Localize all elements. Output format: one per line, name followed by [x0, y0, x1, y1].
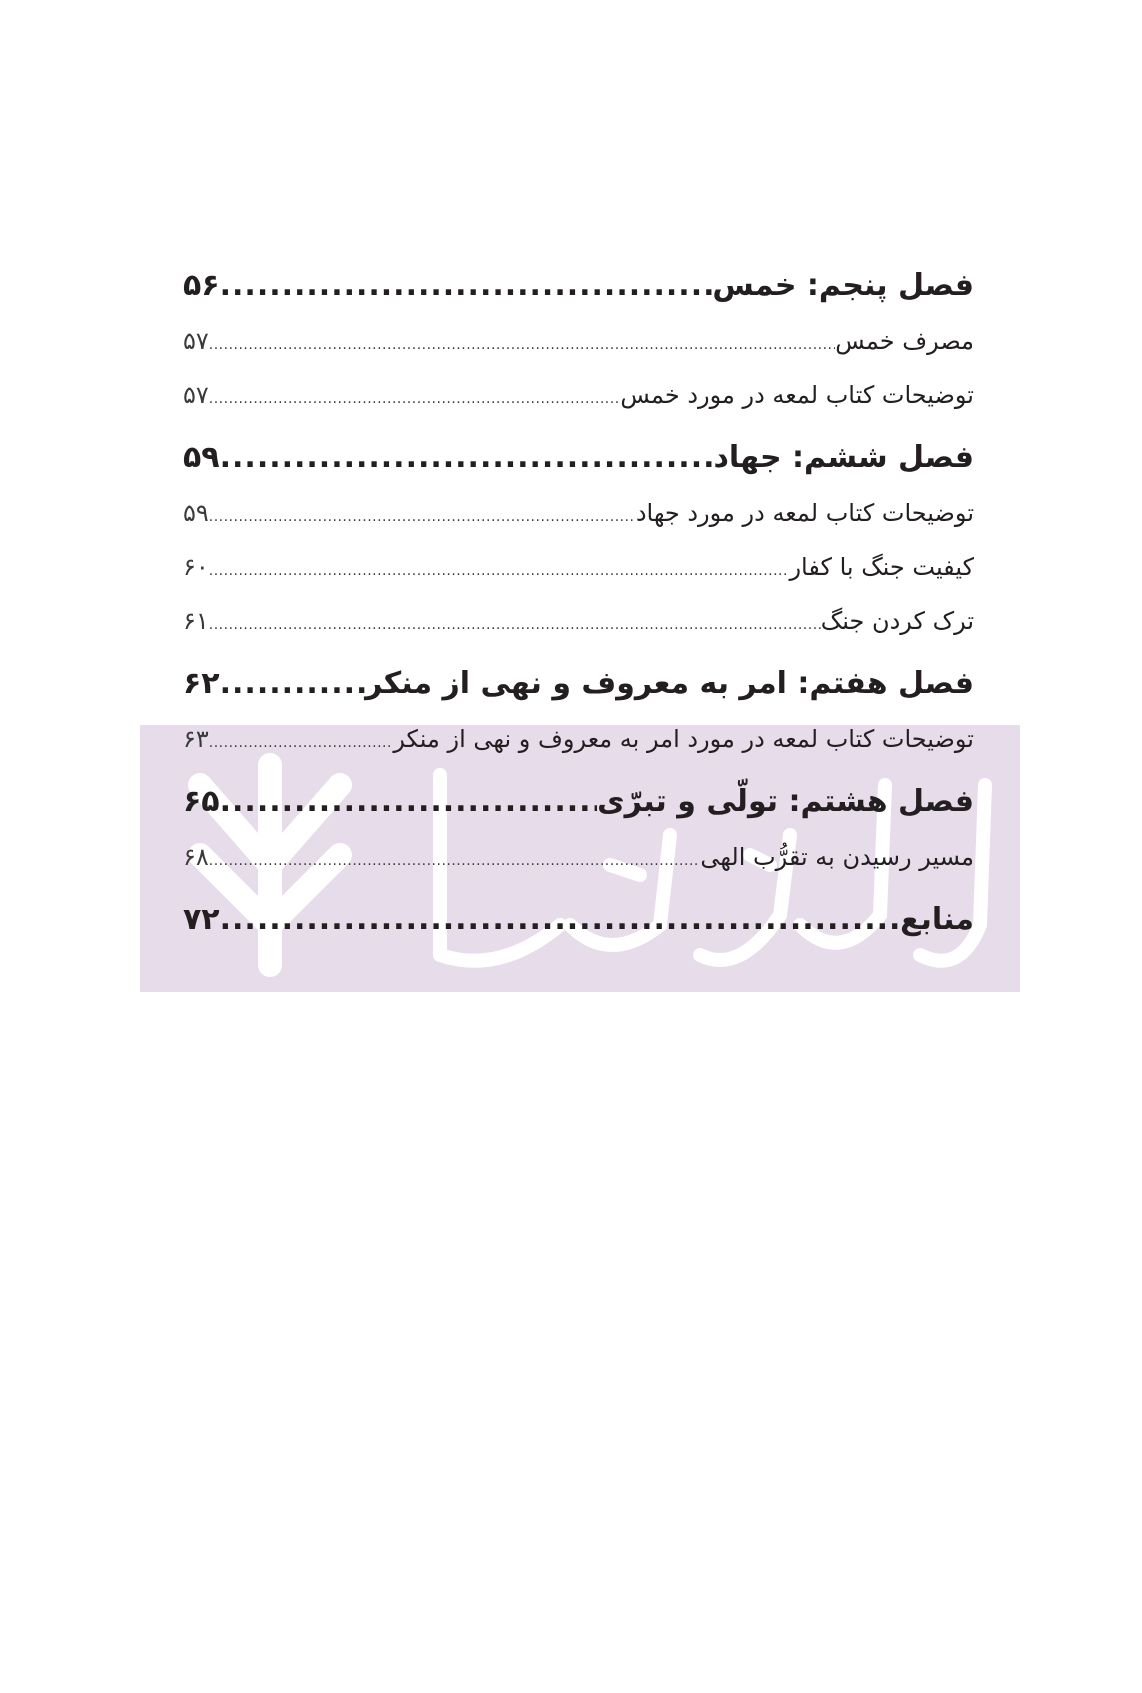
toc-leader-dots: [220, 656, 365, 712]
toc-entry-page: ۶۱: [183, 607, 209, 635]
toc-entry-title: ترک کردن جنگ: [820, 607, 974, 635]
toc-leader-dots: [209, 716, 394, 766]
toc-entry-page: ۷۲: [183, 902, 220, 937]
toc-entry-title: توضیحات کتاب لمعه در مورد جهاد: [635, 499, 974, 527]
toc-section-row[interactable]: [183, 486, 974, 540]
toc-section-row[interactable]: [183, 712, 974, 766]
toc-entry-page: ۶۳: [183, 725, 209, 753]
toc-entry-page: ۵۶: [183, 268, 220, 303]
toc-entry-page: ۶۰: [183, 553, 209, 581]
toc-section-row[interactable]: [183, 368, 974, 422]
toc-leader-dots: [209, 544, 790, 594]
toc-chapter-row[interactable]: [183, 656, 974, 712]
toc-chapter-row[interactable]: [183, 430, 974, 486]
toc-chapter-row[interactable]: [183, 774, 974, 830]
toc-leader-dots: [209, 834, 701, 884]
toc-leader-dots: [209, 490, 636, 540]
toc-entry-title: مسیر رسیدن به تقرُّب الهی: [700, 843, 974, 871]
toc-section-row[interactable]: [183, 594, 974, 648]
toc-entry-page: ۶۵: [183, 784, 220, 819]
toc-entry-page: ۶۲: [183, 666, 220, 701]
toc-chapter-row[interactable]: [183, 892, 974, 948]
toc-leader-dots: [220, 258, 713, 314]
toc-leader-dots: [220, 892, 901, 948]
toc-section-row[interactable]: [183, 314, 974, 368]
toc-section-row[interactable]: [183, 830, 974, 884]
toc-entry-page: ۵۷: [183, 327, 209, 355]
toc-entry-page: ۶۸: [183, 843, 209, 871]
toc-leader-dots: [209, 372, 621, 422]
toc-entry-title: فصل پنجم: خمس: [712, 268, 974, 303]
toc-section-row[interactable]: [183, 540, 974, 594]
toc-entry-page: ۵۹: [183, 499, 209, 527]
toc-entry-page: ۵۹: [183, 440, 220, 475]
toc-leader-dots: [220, 430, 714, 486]
toc-entry-title: فصل ششم: جهاد: [713, 440, 974, 475]
toc-entry-title: فصل هفتم: امر به معروف و نهی از منکر: [365, 666, 974, 701]
toc-entry-title: توضیحات کتاب لمعه در مورد خمس: [620, 381, 974, 409]
toc-chapter-row[interactable]: [183, 258, 974, 314]
toc-entry-title: مصرف خمس: [835, 327, 974, 355]
toc-leader-dots: [220, 774, 598, 830]
toc-entry-title: فصل هشتم: تولّی و تبرّی: [597, 784, 974, 819]
toc-leader-dots: [209, 318, 835, 368]
toc-entry-title: منابع: [900, 902, 974, 937]
toc-leader-dots: [209, 598, 821, 648]
table-of-contents: [183, 250, 974, 948]
toc-entry-title: کیفیت جنگ با کفار: [789, 553, 974, 581]
toc-entry-page: ۵۷: [183, 381, 209, 409]
toc-entry-title: توضیحات کتاب لمعه در مورد امر به معروف و نهی از منکر: [393, 725, 974, 753]
